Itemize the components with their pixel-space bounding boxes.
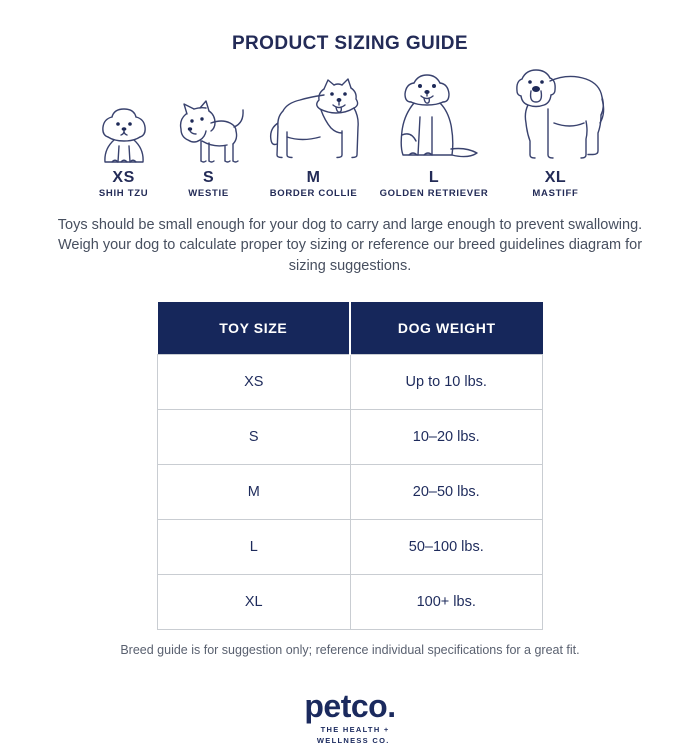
cell-weight-s: 10–20 lbs. — [350, 409, 543, 464]
size-label-s: S — [202, 169, 215, 186]
table-row-l — [158, 519, 543, 574]
cell-weight-xs: Up to 10 lbs. — [350, 354, 543, 409]
petco-tagline — [304, 724, 395, 746]
table-header-row — [158, 302, 543, 355]
page-title: PRODUCT SIZING GUIDE — [231, 33, 468, 54]
breed-guide-disclaimer: Breed guide is for suggestion only; reference individual specifications for a great fit. — [120, 642, 580, 657]
cell-size-xl: XL — [158, 574, 351, 629]
size-figure-l — [380, 71, 489, 199]
sizing-table — [157, 302, 543, 630]
table-row-m — [158, 464, 543, 519]
table-row-xs — [158, 354, 543, 409]
size-figure-s — [170, 101, 248, 199]
size-figure-m — [262, 77, 366, 199]
petco-logo — [0, 687, 700, 746]
size-label-xs: XS — [112, 169, 135, 186]
product-sizing-guide — [0, 33, 700, 746]
cell-size-l: L — [158, 519, 351, 574]
westie-illustration — [170, 101, 248, 165]
cell-size-m: M — [158, 464, 351, 519]
golden-retriever-illustration — [384, 71, 484, 165]
sizing-description: Toys should be small enough for your dog to carry and large enough to prevent swallowing. Weigh your dog to calculate proper toy sizing or reference our breed guidelines diagram for sizing suggestions. — [57, 217, 643, 274]
size-label-l: L — [428, 169, 440, 186]
header-dog-weight: DOG WEIGHT — [350, 302, 543, 355]
size-figure-xs — [92, 105, 156, 199]
header-toy-size: TOY SIZE — [158, 302, 351, 355]
border-collie-illustration — [262, 77, 366, 165]
cell-size-xs: XS — [158, 354, 351, 409]
size-figure-xl — [502, 65, 608, 199]
breed-label-westie: WESTIE — [188, 188, 229, 199]
breed-label-border-collie: BORDER COLLIE — [269, 188, 358, 199]
table-row-xl — [158, 574, 543, 629]
size-label-m: M — [306, 169, 321, 186]
cell-weight-xl: 100+ lbs. — [350, 574, 543, 629]
cell-weight-l: 50–100 lbs. — [350, 519, 543, 574]
breed-label-mastiff: MASTIFF — [532, 188, 579, 199]
breed-label-shih-tzu: SHIH TZU — [98, 188, 149, 199]
petco-tagline-line2: WELLNESS CO. — [316, 736, 390, 746]
breed-label-golden-retriever: GOLDEN RETRIEVER — [379, 188, 489, 199]
petco-tagline-line1: THE HEALTH + — [320, 724, 390, 734]
shih-tzu-illustration — [92, 105, 156, 165]
petco-logo-inner — [304, 687, 396, 746]
petco-wordmark: petco. — [304, 687, 396, 724]
cell-size-s: S — [158, 409, 351, 464]
cell-weight-m: 20–50 lbs. — [350, 464, 543, 519]
table-row-s — [158, 409, 543, 464]
mastiff-illustration — [502, 65, 608, 165]
breed-illustrations-row — [0, 65, 700, 199]
size-label-xl: XL — [544, 169, 567, 186]
